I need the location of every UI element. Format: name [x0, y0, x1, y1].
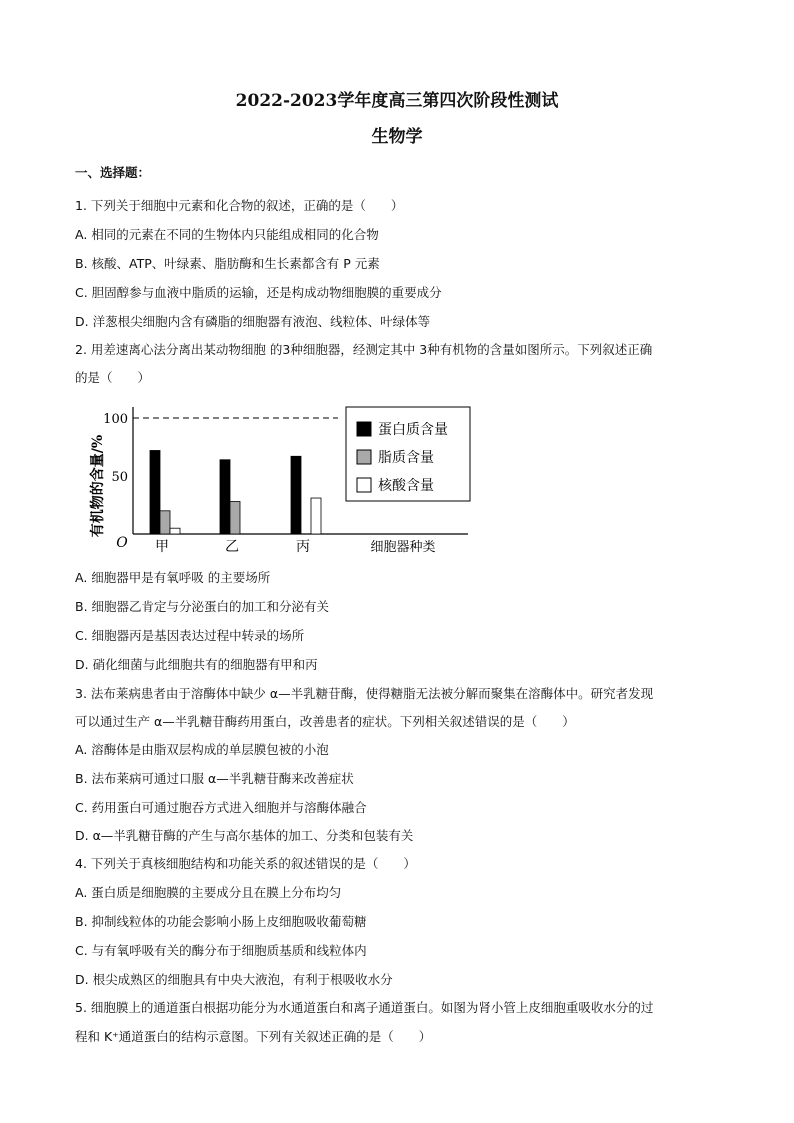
q4-stem: 4. 下列关于真核细胞结构和功能关系的叙述错误的是（ ） [75, 856, 416, 871]
exam-title: 2022-2023学年度高三第四次阶段性测试 [235, 91, 559, 111]
bar-丙-series-0 [291, 456, 301, 534]
q2-option-c: C. 细胞器丙是基因表达过程中转录的场所 [75, 628, 305, 643]
q5-stem-line1: 5. 细胞膜上的通道蛋白根据功能分为水通道蛋白和离子通道蛋白。如图为肾小管上皮细胞重吸收水分的过 [75, 1000, 654, 1015]
q2-stem-line2: 的是（ ） [75, 370, 151, 385]
legend-swatch-2 [357, 478, 371, 492]
bar-甲-series-0 [150, 450, 160, 534]
legend-label-2: 核酸含量 [378, 478, 434, 494]
subject-title: 生物学 [371, 127, 423, 147]
q1-option-a: A. 相同的元素在不同的生物体内只能组成相同的化合物 [75, 227, 379, 242]
bar-乙-series-0 [220, 460, 230, 534]
q2-option-d: D. 硝化细菌与此细胞共有的细胞器有甲和丙 [75, 657, 318, 672]
legend-swatch-1 [357, 450, 371, 464]
legend-label-0: 蛋白质含量 [378, 422, 448, 438]
category-labels [155, 539, 310, 554]
q1-stem: 1. 下列关于细胞中元素和化合物的叙述，正确的是（ ） [75, 198, 404, 213]
x-axis-label: 细胞器种类 [370, 540, 436, 554]
legend-swatch-0 [357, 422, 371, 436]
chart-legend [346, 407, 470, 501]
chart-bars [150, 450, 321, 534]
q5-stem-line2: 程和 K⁺通道蛋白的结构示意图。下列有关叙述正确的是（ ） [75, 1029, 432, 1044]
q4-option-b: B. 抑制线粒体的功能会影响小肠上皮细胞吸收葡萄糖 [75, 914, 367, 929]
q1-option-d: D. 洋葱根尖细胞内含有磷脂的细胞器有液泡、线粒体、叶绿体等 [75, 314, 431, 329]
bar-乙-series-1 [230, 502, 240, 534]
q3-option-c: C. 药用蛋白可通过胞吞方式进入细胞并与溶酶体融合 [75, 800, 367, 815]
y-tick-label-100: 100 [103, 412, 128, 427]
section-heading: 一、选择题： [75, 165, 151, 180]
y-tick-label-50: 50 [111, 470, 128, 485]
q3-option-d: D. α—半乳糖苷酶的产生与高尔基体的加工、分类和包装有关 [75, 828, 414, 843]
q3-stem-line2: 可以通过生产 α—半乳糖苷酶药用蛋白，改善患者的症状。下列相关叙述错误的是（ ） [75, 714, 575, 729]
y-axis-label: 有机物的含量/% [90, 434, 106, 538]
origin-label: O [116, 535, 128, 551]
q1-option-c: C. 胆固醇参与血液中脂质的运输，还是构成动物细胞膜的重要成分 [75, 285, 442, 300]
category-label-2: 丙 [296, 539, 310, 554]
q2-option-b: B. 细胞器乙肯定与分泌蛋白的加工和分泌有关 [75, 599, 330, 614]
bar-丙-series-2 [311, 498, 321, 534]
q3-stem-line1: 3. 法布莱病患者由于溶酶体中缺少 α—半乳糖苷酶，使得糖脂无法被分解而聚集在溶酶体中。研究者发现 [75, 686, 654, 701]
bar-甲-series-2 [170, 528, 180, 534]
q2-option-a: A. 细胞器甲是有氧呼吸 的主要场所 [75, 570, 271, 585]
bar-甲-series-1 [160, 511, 170, 534]
q3-option-b: B. 法布莱病可通过口服 α—半乳糖苷酶来改善症状 [75, 771, 354, 786]
q3-option-a: A. 溶酶体是由脂双层构成的单层膜包被的小泡 [75, 742, 329, 757]
legend-label-1: 脂质含量 [378, 450, 434, 466]
q4-option-d: D. 根尖成熟区的细胞具有中央大液泡，有利于根吸收水分 [75, 972, 393, 987]
q4-option-c: C. 与有氧呼吸有关的酶分布于细胞质基质和线粒体内 [75, 943, 367, 958]
q2-stem-line1: 2. 用差速离心法分离出某动物细胞 的3种细胞器，经测定其中 3种有机物的含量如图所示。下列叙述正确 [75, 342, 653, 357]
category-label-0: 甲 [155, 539, 169, 554]
q1-option-b: B. 核酸、ATP、叶绿素、脂肪酶和生长素都含有 P 元素 [75, 256, 380, 271]
q4-option-a: A. 蛋白质是细胞膜的主要成分且在膜上分布均匀 [75, 885, 342, 900]
category-label-1: 乙 [225, 539, 239, 554]
organelle-composition-chart [76, 402, 476, 554]
